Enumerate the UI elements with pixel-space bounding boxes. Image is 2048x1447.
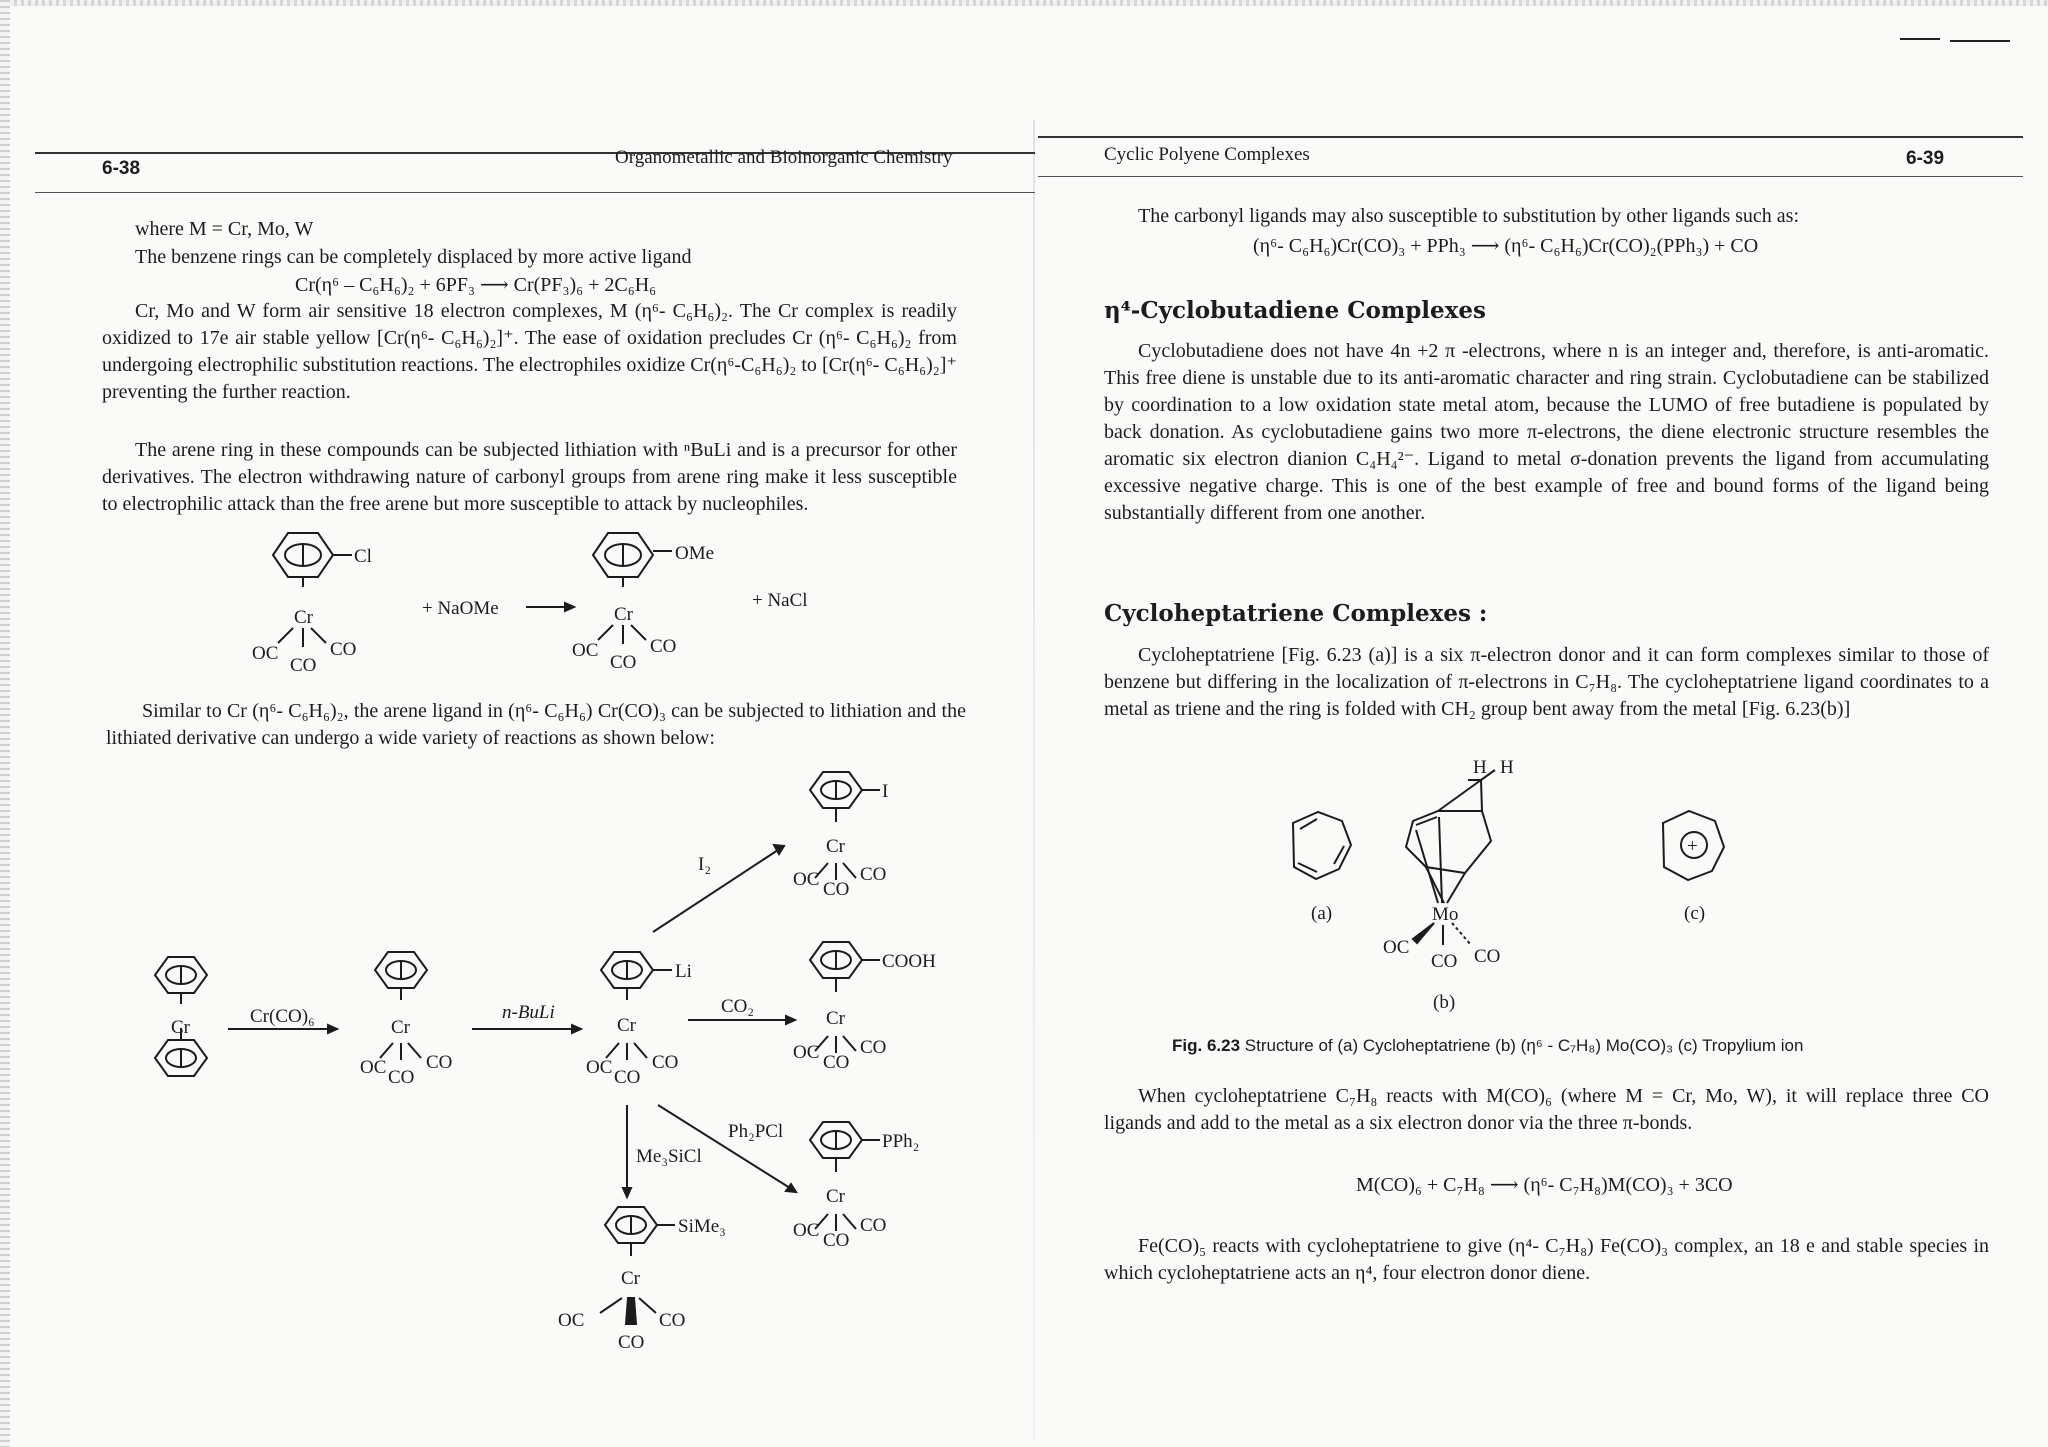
substitution-reaction-figure	[250, 525, 870, 675]
paragraph: The arene ring in these compounds can be subjected lithiation with ⁿBuLi and is a precursor for other derivatives. The electron withdrawing nature of carbonyl groups from arene ring make it less susceptible to electrophilic attack than the free arene but more susceptible to attack by nucleophiles.	[102, 439, 957, 515]
text-line: The benzene rings can be completely displaced by more active ligand	[135, 246, 692, 268]
paragraph: Fe(CO)₅ reacts with cycloheptatriene to give (η⁴- C₇H₈) Fe(CO)₃ complex, an 18 e and stable species in which cycloheptatriene acts an η⁴, four electron donor diene.	[1104, 1235, 1989, 1284]
carbonyl-label: CO	[618, 1332, 645, 1353]
corner-mark	[1950, 40, 2010, 42]
running-head: Organometallic and Bioinorganic Chemistry	[615, 147, 953, 168]
figure-part-label: (a)	[1311, 903, 1333, 924]
carbonyl-label: CO	[388, 1067, 415, 1088]
header-rule-bottom	[1038, 176, 2023, 177]
carbonyl-label: CO	[650, 636, 677, 657]
text-line: where M = Cr, Mo, W	[135, 218, 314, 240]
metal-label: Cr	[621, 1268, 640, 1289]
carbonyl-label: CO	[860, 864, 887, 885]
paragraph: Cycloheptatriene [Fig. 6.23 (a)] is a six π-electron donor and it can form complexes similar to those of benzene but differing in the localization of π-electrons in C₇H₈. The cycloheptatriene ligand coordinates to a metal as triene and the ring is folded with CH₂ group bent away from the metal [Fig. 6.23(b)]	[1104, 644, 1989, 720]
carbonyl-label: OC	[793, 1220, 820, 1241]
header-rule-bottom	[35, 192, 1035, 193]
carbonyl-label: OC	[586, 1057, 613, 1078]
hydrogen-label: H	[1473, 757, 1487, 778]
caption-text: Structure of (a) Cycloheptatriene (b) (η⁶ - C₇H₈) Mo(CO)₃ (c) Tropylium ion	[1244, 1036, 1804, 1055]
book-gutter	[1033, 120, 1035, 1440]
carbonyl-label: OC	[558, 1310, 585, 1331]
cycloheptatriene-figure	[1238, 755, 1838, 1025]
reagent-label: Cr(CO)₆	[250, 1006, 315, 1027]
section-heading: Cycloheptatriene Complexes :	[1104, 600, 1488, 627]
paragraph: Cyclobutadiene does not have 4n +2 π -electrons, where n is an integer and, therefore, is anti-aromatic. This free diene is unstable due to its anti-aromatic character and ring strain. Cyclobutadiene can be stabilized by coordination to a low oxidation state metal atom, because the LUMO of free butadiene is populated by back donation. As cyclobutadiene gains two more π-electrons, the diene electronic structure resembles the aromatic six electron dianion C₄H₄²⁻. Ligand to metal σ-donation prevents the ligand from accumulating excessive negative charge. This is one of the best example of free and bound forms of the ligand being substantially different from one another.	[1104, 340, 1989, 524]
substituent-label: OMe	[675, 543, 715, 564]
carbonyl-label: CO	[823, 1052, 850, 1073]
right-page	[1038, 0, 2048, 1447]
reagent-label: CO₂	[721, 996, 755, 1017]
byproduct-label: + NaCl	[752, 590, 808, 611]
substituent-label: I	[882, 781, 889, 802]
header-rule	[1038, 136, 2023, 138]
paragraph: Cr, Mo and W form air sensitive 18 electron complexes, M (η⁶- C₆H₆)₂. The Cr complex is readily oxidized to 17e air stable yellow [Cr(η⁶- C₆H₆)₂]⁺. The ease of oxidation precludes Cr (η⁶- C₆H₆)₂ from undergoing electrophilic substitution reactions. The electrophiles oxidize Cr(η⁶-C₆H₆)₂ to [Cr(η⁶- C₆H₆)₂]⁺ preventing the further reaction.	[102, 300, 957, 403]
positive-charge-label: +	[1687, 836, 1698, 857]
paragraph: When cycloheptatriene C₇H₈ reacts with M(CO)₆ (where M = Cr, Mo, W), it will replace three CO ligands and add to the metal as a six electron donor via the three π-bonds.	[1104, 1085, 1989, 1134]
carbonyl-label: CO	[1431, 951, 1458, 972]
paragraph: Similar to Cr (η⁶- C₆H₆)₂, the arene ligand in (η⁶- C₆H₆) Cr(CO)₃ can be subjected to lithiation and the lithiated derivative can undergo a wide variety of reactions as shown below:	[106, 700, 966, 749]
carbonyl-label: CO	[823, 1230, 850, 1251]
carbonyl-label: CO	[330, 639, 357, 660]
carbonyl-label: OC	[572, 640, 599, 661]
metal-label: Cr	[826, 1186, 845, 1207]
running-head: Cyclic Polyene Complexes	[1104, 144, 1310, 165]
equation: (η⁶- C₆H₆)Cr(CO)₃ + PPh₃ ⟶ (η⁶- C₆H₆)Cr(CO)₂(PPh₃) + CO	[1253, 235, 1759, 257]
metal-label: Cr	[171, 1017, 190, 1038]
carbonyl-label: CO	[823, 879, 850, 900]
metal-label: Cr	[294, 607, 313, 628]
metal-label: Cr	[826, 1008, 845, 1029]
substituent-label: SiMe₃	[678, 1216, 726, 1237]
carbonyl-label: OC	[1383, 937, 1410, 958]
figure-part-label: (b)	[1433, 992, 1456, 1013]
page-number: 6-38	[102, 158, 141, 179]
text-line: The carbonyl ligands may also susceptible to substitution by other ligands such as:	[1138, 205, 1800, 227]
carbonyl-label: CO	[426, 1052, 453, 1073]
carbonyl-label: CO	[610, 652, 637, 673]
section-heading: η⁴-Cyclobutadiene Complexes	[1104, 297, 1486, 324]
equation: M(CO)₆ + C₇H₈ ⟶ (η⁶- C₇H₈)M(CO)₃ + 3CO	[1356, 1174, 1733, 1196]
corner-mark	[1900, 38, 1940, 40]
carbonyl-label: CO	[860, 1037, 887, 1058]
reagent-label: I₂	[698, 854, 711, 875]
left-page	[10, 0, 1030, 1447]
substituent-label: COOH	[882, 951, 936, 972]
carbonyl-label: OC	[252, 643, 279, 664]
carbonyl-label: CO	[652, 1052, 679, 1073]
metal-label: Cr	[617, 1015, 636, 1036]
substituent-label: Li	[675, 961, 692, 982]
carbonyl-label: CO	[614, 1067, 641, 1088]
metal-label: Cr	[826, 836, 845, 857]
carbonyl-label: CO	[1474, 946, 1501, 967]
substituent-label: Cl	[354, 546, 372, 567]
reagent-label: n-BuLi	[502, 1002, 555, 1023]
metal-label: Cr	[391, 1017, 410, 1038]
carbonyl-label: CO	[860, 1215, 887, 1236]
figure-caption	[1172, 1036, 1803, 1056]
substituent-label: PPh₂	[882, 1131, 920, 1152]
metal-label: Mo	[1432, 904, 1459, 925]
carbonyl-label: CO	[290, 655, 317, 675]
reagent-label: + NaOMe	[422, 598, 499, 619]
page-number: 6-39	[1906, 148, 1945, 169]
page-edge-left	[0, 0, 10, 1447]
reagent-label: Ph₂PCl	[728, 1121, 784, 1142]
carbonyl-label: CO	[659, 1310, 686, 1331]
equation: Cr(η⁶ – C₆H₆)₂ + 6PF₃ ⟶ Cr(PF₃)₆ + 2C₆H₆	[295, 274, 657, 296]
carbonyl-label: OC	[360, 1057, 387, 1078]
figure-part-label: (c)	[1684, 903, 1706, 924]
carbonyl-label: OC	[793, 1042, 820, 1063]
lithiation-scheme-figure	[110, 760, 990, 1360]
hydrogen-label: H	[1500, 757, 1514, 778]
caption-label: Fig. 6.23	[1172, 1036, 1241, 1055]
metal-label: Cr	[614, 604, 633, 625]
carbonyl-label: OC	[793, 869, 820, 890]
reagent-label: Me₃SiCl	[636, 1146, 702, 1167]
